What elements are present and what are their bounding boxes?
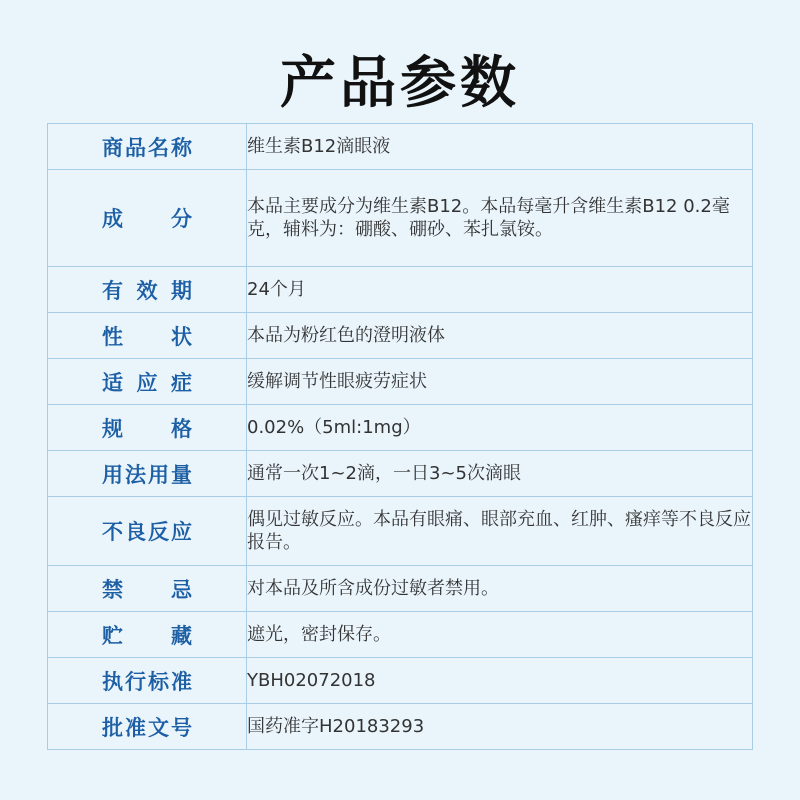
- spec-label-char: 期: [171, 278, 192, 303]
- spec-value: 本品主要成分为维生素B12。本品每毫升含维生素B12 0.2毫克，辅料为：硼酸、硼砂、苯扎氯铵。: [247, 170, 753, 267]
- spec-label: [48, 704, 247, 750]
- spec-row: [48, 267, 753, 313]
- spec-value: 对本品及所含成份过敏者禁用。: [247, 566, 753, 612]
- spec-row: [48, 451, 753, 497]
- spec-row: [48, 124, 753, 170]
- spec-label-char: 症: [171, 370, 192, 395]
- spec-label-char: 良: [125, 520, 146, 544]
- spec-row: [48, 170, 753, 267]
- spec-label: [48, 612, 247, 658]
- spec-label-char: 状: [171, 324, 192, 349]
- spec-label-char: 量: [171, 462, 192, 487]
- spec-label-char: 品: [125, 135, 146, 160]
- spec-row: [48, 405, 753, 451]
- spec-label-char: 执: [102, 669, 123, 694]
- spec-row: [48, 612, 753, 658]
- spec-row: [48, 359, 753, 405]
- spec-row: [48, 704, 753, 750]
- spec-value: 0.02%（5ml:1mg）: [247, 405, 753, 451]
- spec-label-char: 应: [171, 520, 192, 544]
- spec-value: 24个月: [247, 267, 753, 313]
- spec-label-char: 藏: [171, 623, 192, 648]
- spec-label-char: 性: [102, 324, 123, 349]
- page-title: 产品参数: [280, 51, 520, 116]
- spec-row: [48, 658, 753, 704]
- spec-label: [48, 566, 247, 612]
- spec-value: 通常一次1~2滴，一日3~5次滴眼: [247, 451, 753, 497]
- spec-value: 本品为粉红色的澄明液体: [247, 313, 753, 359]
- spec-label: [48, 359, 247, 405]
- spec-label: [48, 451, 247, 497]
- spec-label: [48, 124, 247, 170]
- spec-table: [47, 123, 753, 750]
- spec-label: [48, 658, 247, 704]
- spec-label-char: 效: [136, 278, 158, 303]
- spec-label-char: 准: [171, 669, 192, 694]
- spec-label-char: 法: [125, 462, 146, 487]
- spec-label-char: 贮: [102, 623, 123, 648]
- spec-value: YBH02072018: [247, 658, 753, 704]
- spec-label: [48, 497, 247, 566]
- spec-label-char: 准: [125, 715, 146, 740]
- spec-label-char: 分: [171, 207, 192, 231]
- spec-label: [48, 405, 247, 451]
- spec-row: [48, 566, 753, 612]
- spec-value: 遮光，密封保存。: [247, 612, 753, 658]
- spec-label-char: 适: [102, 370, 123, 395]
- spec-value: 维生素B12滴眼液: [247, 124, 753, 170]
- spec-label-char: 名: [148, 135, 169, 160]
- spec-label-char: 文: [148, 715, 169, 740]
- spec-label-char: 用: [102, 462, 123, 487]
- spec-value: 偶见过敏反应。本品有眼痛、眼部充血、红肿、瘙痒等不良反应报告。: [247, 497, 753, 566]
- spec-label: [48, 267, 247, 313]
- spec-label-char: 批: [102, 715, 123, 740]
- spec-label-char: 行: [125, 669, 146, 694]
- spec-label: [48, 170, 247, 267]
- spec-label-char: 忌: [171, 577, 192, 602]
- spec-label-char: 格: [171, 416, 192, 441]
- spec-label-char: 商: [102, 135, 123, 160]
- spec-label-char: 有: [102, 278, 123, 303]
- spec-label-char: 反: [148, 520, 169, 544]
- spec-label-char: 规: [102, 416, 123, 441]
- spec-label: [48, 313, 247, 359]
- spec-row: [48, 313, 753, 359]
- spec-row: [48, 497, 753, 566]
- spec-value: 国药准字H20183293: [247, 704, 753, 750]
- spec-label-char: 用: [148, 462, 169, 487]
- spec-label-char: 号: [171, 715, 192, 740]
- spec-label-char: 不: [102, 520, 123, 544]
- spec-label-char: 成: [102, 207, 123, 231]
- spec-label-char: 应: [136, 370, 158, 395]
- spec-label-char: 禁: [102, 577, 123, 602]
- spec-label-char: 称: [171, 135, 192, 160]
- spec-value: 缓解调节性眼疲劳症状: [247, 359, 753, 405]
- spec-label-char: 标: [148, 669, 169, 694]
